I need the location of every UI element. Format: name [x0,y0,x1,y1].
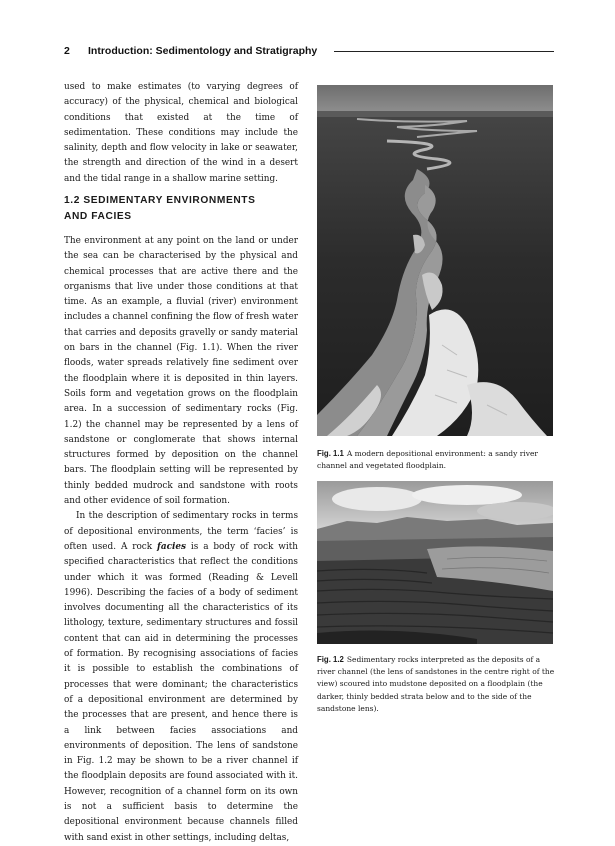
body-paragraph-1: The environment at any point on the land or under the sea can be characterised by the physical and chemical processes that are active there and the organisms that live under those conditions at that time. As an example, a fluvial (river) environment includes a channel confining the flow of fresh water that carries and deposits gravelly or sandy material on bars in the channel (Fig. 1.1). When the river floods, water spreads relatively fine sediment over the floodplain where it is deposited in thin layers. Soils form and vegetation grows on the floodplain area. In a succession of sedimentary rocks (Fig. 1.2) the channel may be represented by a lens of sandstone or conglomerate that shows internal structures formed by deposition on the channel bars. The floodplain setting will be represented by thinly bedded mudrock and sandstone with roots and other evidence of soil formation. [64,236,298,507]
river-photo-image [317,85,553,436]
figure-1-2-outcrop-photo [317,481,553,644]
intro-paragraph: used to make estimates (to varying degrees of accuracy) of the physical, chemical and biological conditions that existed at the time of sedimentation. These conditions may include the salinity, depth and flow velocity in lake or seawater, the strength and direction of the wind in a desert and the tidal range in a shallow marine setting. [64,82,298,184]
outcrop-photo-image [317,481,553,644]
facies-term: facies [157,541,187,552]
running-title: Introduction: Sedimentology and Stratigraphy [88,45,318,57]
header-rule [334,51,554,52]
section-body [64,234,298,846]
figure-1-2-label: Fig. 1.2 [317,655,344,664]
figure-1-1-caption-text: A modern depositional environment: a sandy river channel and vegetated floodplain. [317,449,538,471]
figure-1-1-river-photo [317,85,553,436]
figure-1-1-caption [317,448,555,472]
para2-text-after: is a body of rock with specified characteristics that reflect the conditions under which it was formed (Reading & Levell 1996). Describing the facies of a body of sediment involves documenting all the characteristics of its lithology, texture, sedimentary structures and fossil content that can aid in determining the processes of formation. By recognising associations of facies it is possible to establish the combinations of processes that were dominant; the characteristics of a depositional environment are determined by the processes that are present, and hence there is a link between facies associations and environments of deposition. The lens of sandstone in Fig. 1.2 may be shown to be a river channel if the floodplain deposits are found associated with it. However, recognition of a channel form on its own is not a sufficient basis to determine the depositional environment because channels filled with sand exist in other settings, including deltas, [64,541,298,843]
running-header [64,45,554,61]
body-paragraph-2 [64,509,298,846]
page-number: 2 [64,45,70,57]
intro-paragraph-block [64,80,298,187]
figure-1-2-caption-text: Sedimentary rocks interpreted as the deposits of a river channel (the lens of sandstones in the centre right of the view) scoured into mudstone deposited on a floodplain (the darker, thinly bedded strata below and to the side of the sandstone lens). [317,655,555,713]
para2-text-before: In the description of sedimentary rocks in terms of depositional environments, the term ‘facies’ is often used. A rock [64,511,298,552]
section-heading-line-1: 1.2 SEDIMENTARY ENVIRONMENTS [64,195,256,206]
section-heading-line-2: AND FACIES [64,211,132,222]
figure-1-1-label: Fig. 1.1 [317,449,344,458]
figure-1-2-caption [317,654,555,715]
section-heading [64,193,298,225]
